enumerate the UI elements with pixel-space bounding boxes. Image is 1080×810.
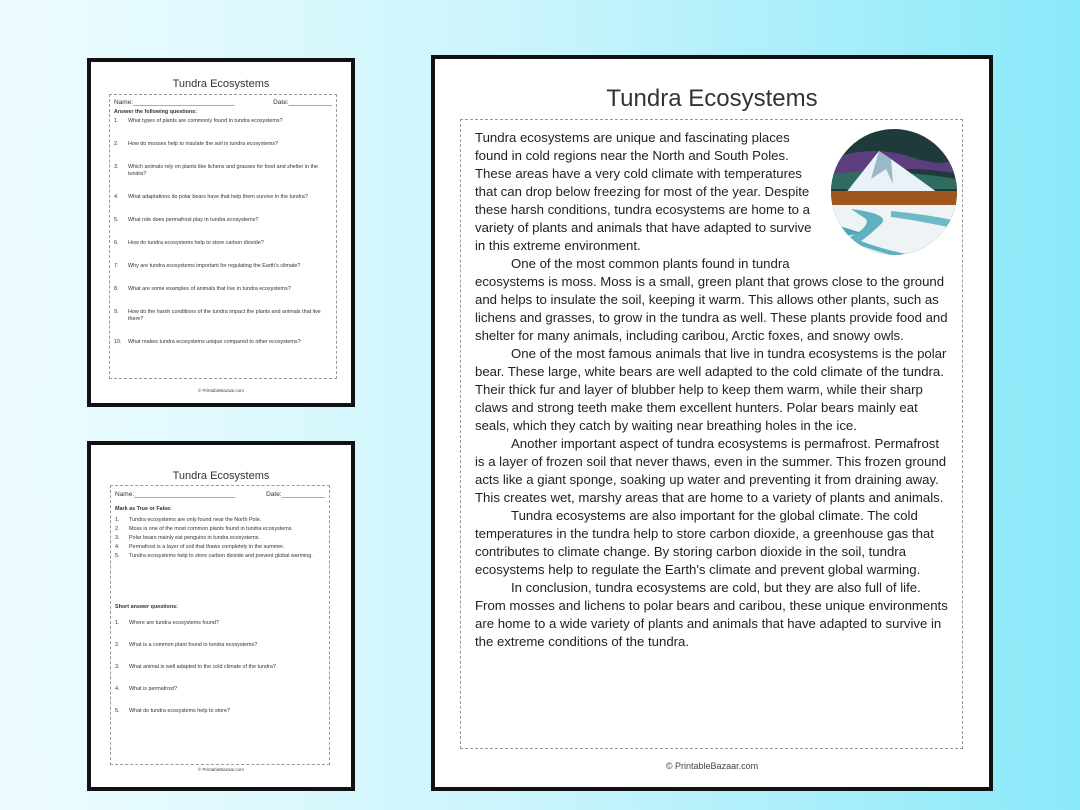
footer-credit: © PrintableBazaar.com — [665, 761, 759, 771]
question-number: 5. — [115, 708, 120, 714]
question-text: Which animals rely on plants like lichens and grasses for food and shelter in the tundra? — [128, 164, 318, 177]
question-number: 3. — [114, 164, 119, 170]
footer-credit: © PrintableBazaar.com — [197, 767, 245, 772]
question-text: What role does permafrost play in tundra ecosystems? — [128, 217, 259, 223]
question-text: Tundra ecosystems help to store carbon dioxide and prevent global warming. — [129, 553, 313, 559]
worksheet-box — [110, 485, 330, 765]
passage-paragraph: One of the most famous animals that live in tundra ecosystems is the polar bear. These large, white bears are well adapted to the cold climate of the tundra. Their thick fur and layer of blubber help to keep them warm, while their sharp claws and strong teeth make them excellent hunters. Polar bears mainly eat seals, which they catch by waiting near breathing holes in the ice. — [475, 346, 947, 433]
question-text: Permafrost is a layer of soil that thaws completely in the summer. — [129, 544, 285, 550]
question-item — [115, 553, 325, 560]
question-item — [114, 339, 332, 346]
passage-paragraph: Another important aspect of tundra ecosystems is permafrost. Permafrost is a layer of frozen soil that never thaws, even in the summer. This frozen ground acts like a giant sponge, soaking up water and preventing it from draining away. This creates wet, marshy areas that are home to a variety of plants and animals. — [475, 436, 947, 505]
question-number: 6. — [114, 240, 119, 246]
date-field: Date:____________ — [266, 491, 325, 498]
question-text: Moss is one of the most common plants found in tundra ecosystems. — [129, 526, 293, 532]
question-item — [115, 620, 325, 627]
question-text: Where are tundra ecosystems found? — [129, 620, 219, 626]
question-text: Polar bears mainly eat penguins in tundra ecosystems. — [129, 535, 260, 541]
question-item — [114, 309, 332, 323]
question-number: 7. — [114, 263, 119, 269]
tundra-landscape-image — [831, 129, 957, 255]
question-text: What animal is well adapted to the cold climate of the tundra? — [129, 664, 276, 670]
question-item — [115, 526, 325, 533]
question-item — [115, 664, 325, 671]
question-text: How do tundra ecosystems help to store carbon dioxide? — [128, 240, 264, 246]
question-text: Why are tundra ecosystems important for regulating the Earth's climate? — [128, 263, 301, 269]
page-title: Tundra Ecosystems — [172, 78, 270, 90]
worksheet-questions-page — [87, 58, 355, 407]
passage-paragraph: Tundra ecosystems are also important for the global climate. The cold temperatures in the tundra help to store carbon dioxide, a greenhouse gas that contributes to climate change. By storing carbon dioxide in the soil, tundra ecosystems help to regulate the Earth's climate and prevent global warming. — [475, 508, 934, 577]
question-number: 9. — [114, 309, 119, 315]
passage-paragraph: Tundra ecosystems are unique and fascinating places found in cold regions near the North and South Poles. These areas have a very cold climate with temperatures that can drop below freezing for most of the year. Despite these harsh conditions, tundra ecosystems are home to a variety of plants and animals that have adapted to survive in this extreme environment. — [475, 130, 812, 253]
question-item — [114, 141, 332, 148]
question-number: 8. — [114, 286, 119, 292]
question-number: 2. — [114, 141, 119, 147]
worksheet-box — [109, 94, 337, 379]
question-number: 2. — [115, 526, 120, 532]
question-text: How do mosses help to insulate the soil in tundra ecosystems? — [128, 141, 279, 147]
passage-paragraph: One of the most common plants found in tundra ecosystems is moss. Moss is a small, green plant that grows close to the ground and helps to insulate the soil, keeping it warm. This allows other plants, such as lichens and grasses, to grow in the tundra as well. These plants provide food and shelter for many animals, including caribou, Arctic foxes, and snowy owls. — [475, 256, 948, 343]
passage-paragraph: In conclusion, tundra ecosystems are cold, but they are also full of life. From mosses and lichens to polar bears and caribou, these unique environments are home to a wide variety of plants and animals that have adapted to survive in the extreme conditions of the tundra. — [475, 580, 948, 649]
question-number: 4. — [115, 686, 120, 692]
question-item — [114, 286, 332, 293]
question-text: What makes tundra ecosystems unique compared to other ecosystems? — [128, 339, 301, 345]
name-field: Name:____________________________ — [114, 99, 235, 106]
worksheet-true-false-page — [87, 441, 355, 791]
question-number: 1. — [115, 517, 120, 523]
question-item — [114, 240, 332, 247]
question-text: What do tundra ecosystems help to store? — [129, 708, 230, 714]
passage-text — [475, 129, 951, 651]
question-text: Tundra ecosystems are only found near the North Pole. — [129, 517, 262, 523]
question-number: 5. — [115, 553, 120, 559]
date-field: Date:____________ — [273, 99, 332, 106]
question-item — [115, 708, 325, 715]
question-number: 5. — [114, 217, 119, 223]
question-item — [115, 517, 325, 524]
question-number: 1. — [114, 118, 119, 124]
question-text: What is permafrost? — [129, 686, 178, 692]
name-field: Name:____________________________ — [115, 491, 236, 498]
question-text: What is a common plant found in tundra ecosystems? — [129, 642, 258, 648]
question-number: 3. — [115, 664, 120, 670]
section-heading: Mark as True or False: — [115, 506, 172, 512]
reading-passage-page — [431, 55, 993, 791]
question-item — [114, 118, 332, 125]
question-text: What are some examples of animals that live in tundra ecosystems? — [128, 286, 291, 292]
question-number: 1. — [115, 620, 120, 626]
question-number: 4. — [115, 544, 120, 550]
question-item — [115, 535, 325, 542]
question-text: What adaptations do polar bears have that help them survive in the tundra? — [128, 194, 308, 200]
question-item — [115, 642, 325, 649]
question-item — [114, 217, 332, 224]
question-item — [115, 544, 325, 551]
question-number: 3. — [115, 535, 120, 541]
section-heading: Short answer questions: — [115, 604, 178, 610]
section-heading: Answer the following questions: — [114, 109, 197, 115]
footer-credit: © PrintableBazaar.com — [197, 388, 245, 393]
question-item — [114, 164, 332, 178]
question-text: How do the harsh conditions of the tundra impact the plants and animals that live there? — [128, 309, 321, 322]
question-item — [114, 194, 332, 201]
question-number: 10. — [114, 339, 122, 345]
question-item — [115, 686, 325, 693]
question-number: 4. — [114, 194, 119, 200]
page-title: Tundra Ecosystems — [172, 470, 270, 482]
page-title: Tundra Ecosystems — [606, 85, 818, 112]
question-number: 2. — [115, 642, 120, 648]
question-item — [114, 263, 332, 270]
question-text: What types of plants are commonly found in tundra ecosystems? — [128, 118, 283, 124]
